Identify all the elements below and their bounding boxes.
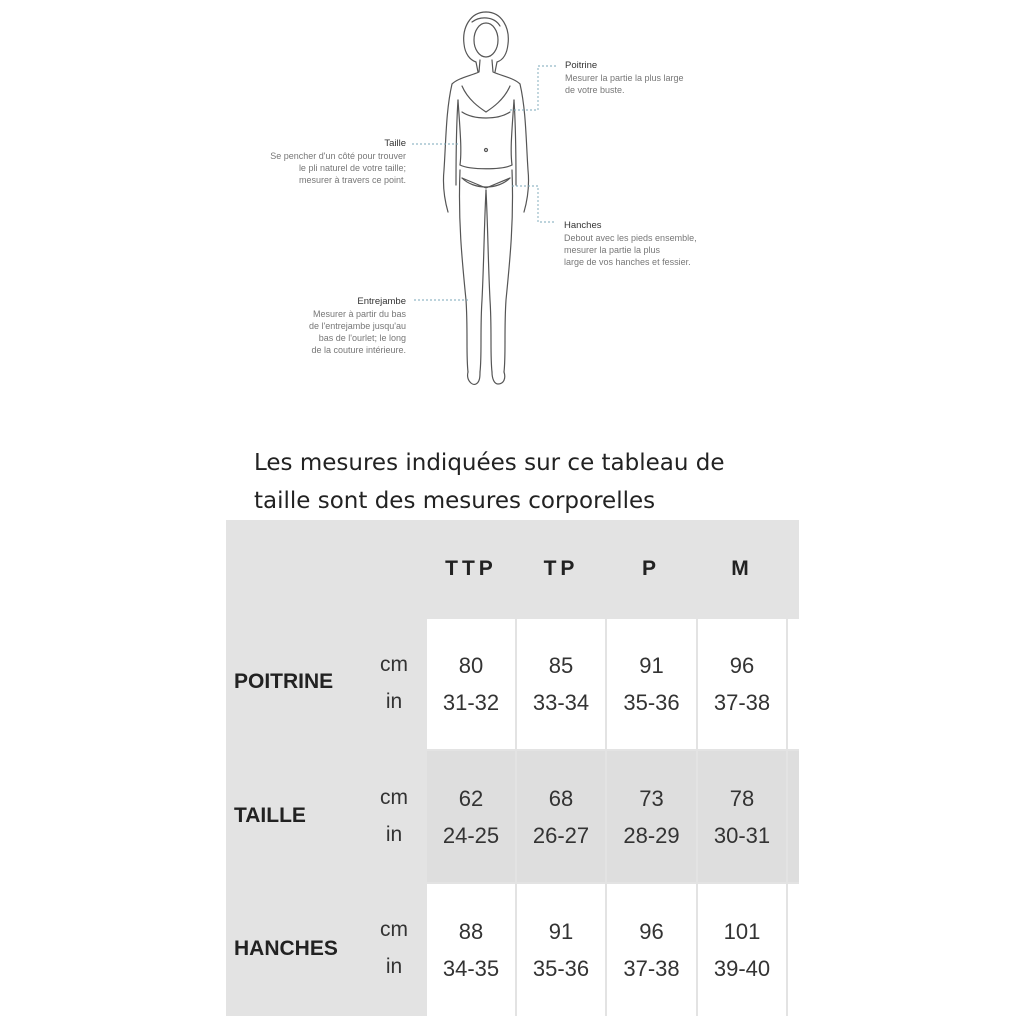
unit-in: in <box>385 690 403 713</box>
size-header-ttp: TTP <box>445 556 497 580</box>
size-header-tp: TP <box>543 556 579 580</box>
unit-labels <box>376 779 412 853</box>
table-cell <box>517 884 605 1016</box>
cell-cm: 91 <box>639 653 664 678</box>
unit-in: in <box>385 955 403 978</box>
cell-cm: 85 <box>548 653 574 678</box>
row-label-poitrine: POITRINE <box>234 670 334 693</box>
annotation-entrejambe <box>256 296 406 356</box>
intro-line: Les mesures indiquées sur ce tableau de <box>254 450 725 476</box>
table-cell <box>698 619 786 749</box>
table-cell <box>607 619 696 749</box>
unit-cm: cm <box>380 653 408 676</box>
cell-cm: 101 <box>723 919 761 944</box>
table-cell <box>427 619 515 749</box>
cell-cm: 96 <box>729 653 755 678</box>
cell-cm: 73 <box>639 785 664 811</box>
cell-cm: 78 <box>729 785 755 811</box>
unit-labels <box>376 646 412 720</box>
annotation-text: bas de l'ourlet; le long <box>318 333 406 343</box>
cell-in: 26-27 <box>532 822 590 848</box>
unit-cm: cm <box>380 918 408 941</box>
table-cell-cut <box>788 619 799 749</box>
annotation-text: de la couture intérieure. <box>311 345 406 355</box>
cell-cm: 96 <box>639 919 664 944</box>
table-cell <box>517 619 605 749</box>
cell-in: 35-36 <box>532 956 590 981</box>
intro-line: taille sont des mesures corporelles <box>254 488 656 514</box>
annotation-title: Hanches <box>564 220 602 231</box>
table-cell <box>607 751 696 882</box>
cell-in: 34-35 <box>442 956 500 981</box>
table-cell <box>427 751 515 882</box>
annotation-poitrine <box>565 60 684 96</box>
cell-in: 31-32 <box>442 690 500 715</box>
cell-in: 24-25 <box>442 822 500 848</box>
annotation-title: Taille <box>384 138 406 149</box>
annotation-text: mesurer la partie la plus <box>564 245 661 255</box>
table-cell <box>427 884 515 1016</box>
table-cell <box>698 751 786 882</box>
table-cell-cut <box>788 751 799 882</box>
cell-in: 37-38 <box>623 956 680 981</box>
cell-in: 39-40 <box>713 956 771 981</box>
row-label-taille: TAILLE <box>234 804 306 827</box>
unit-cm: cm <box>380 786 408 809</box>
cell-in: 30-31 <box>713 822 771 848</box>
annotation-text: Mesurer à partir du bas <box>312 309 406 319</box>
cell-cm: 68 <box>548 785 574 811</box>
annotation-taille <box>246 138 406 186</box>
body-silhouette-illustration <box>0 0 1024 400</box>
row-label-hanches: HANCHES <box>234 937 338 960</box>
unit-in: in <box>385 823 403 846</box>
table-cell <box>517 751 605 882</box>
annotation-hanches <box>564 220 697 268</box>
annotation-text: large de vos hanches et fessier. <box>564 257 691 267</box>
cell-in: 33-34 <box>532 690 590 715</box>
annotation-title: Entrejambe <box>357 296 406 307</box>
cell-in: 37-38 <box>713 690 771 715</box>
annotation-text: le pli naturel de votre taille; <box>298 163 406 173</box>
size-header-m: M <box>731 556 753 580</box>
size-table <box>226 520 799 1016</box>
measurement-figure <box>0 0 1024 400</box>
size-header-p: P <box>641 556 660 580</box>
annotation-title: Poitrine <box>565 60 598 71</box>
cell-in: 35-36 <box>623 690 680 715</box>
size-chart-intro <box>254 444 814 520</box>
unit-labels <box>376 911 412 985</box>
cell-cm: 91 <box>548 919 574 944</box>
cell-cm: 88 <box>458 919 484 944</box>
annotation-text: mesurer à travers ce point. <box>298 175 406 185</box>
annotation-text: de l'entrejambe jusqu'au <box>308 321 406 331</box>
table-cell <box>607 884 696 1016</box>
annotation-text: Mesurer la partie la plus large <box>565 73 684 83</box>
cell-cm: 80 <box>458 653 484 678</box>
cell-cm: 62 <box>458 785 484 811</box>
table-cell <box>698 884 786 1016</box>
annotation-text: Debout avec les pieds ensemble, <box>564 233 697 243</box>
annotation-text: Se pencher d'un côté pour trouver <box>270 151 406 161</box>
annotation-text: de votre buste. <box>565 85 625 95</box>
table-cell-cut <box>788 884 799 1016</box>
cell-in: 28-29 <box>623 822 680 848</box>
